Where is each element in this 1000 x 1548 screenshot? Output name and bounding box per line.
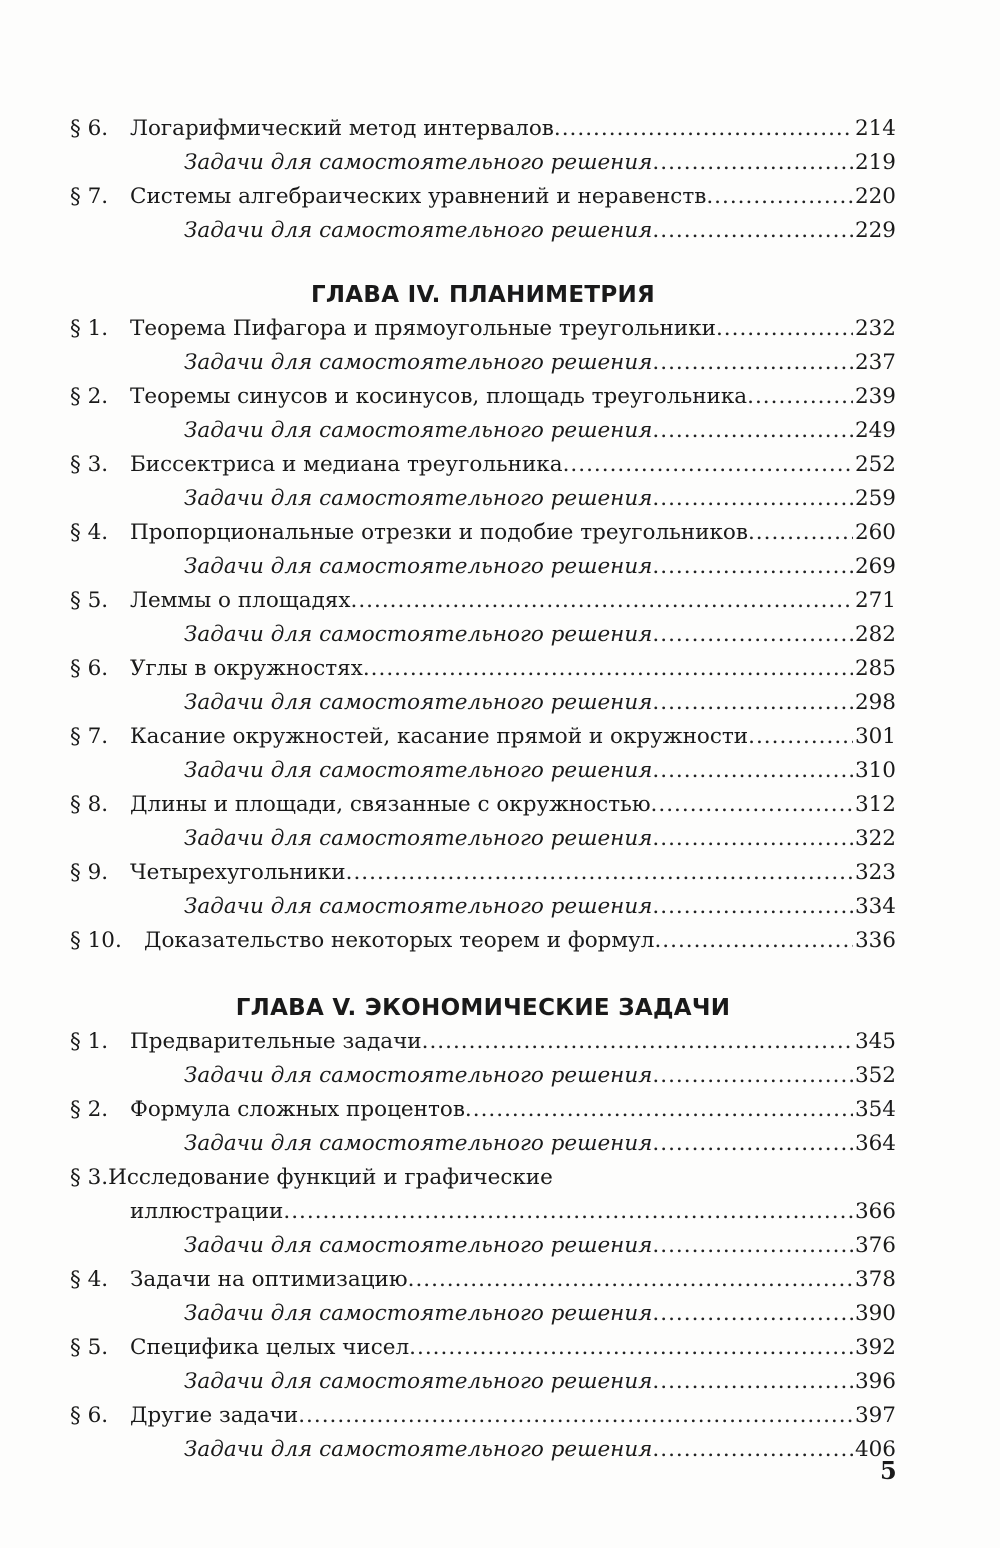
toc-subentry (70, 414, 896, 448)
section-title-continuation: иллюстрации (130, 1199, 284, 1224)
page-ref: 249 (854, 418, 896, 443)
section-title: Леммы о площадях (130, 588, 351, 613)
subentry-title: Задачи для самостоятельного решения (184, 218, 653, 243)
section-title: Теоремы синусов и косинусов, площадь треугольника (130, 384, 748, 409)
page-ref: 269 (854, 554, 896, 579)
toc-subentry (70, 346, 896, 380)
subentry-title: Задачи для самостоятельного решения (184, 758, 653, 783)
toc-entry (70, 1093, 896, 1127)
dot-leader (465, 1093, 853, 1127)
section-number: § 1. (70, 1029, 109, 1054)
page-ref: 334 (854, 894, 896, 919)
section-number: § 3. (70, 1165, 109, 1190)
page-ref: 310 (854, 758, 896, 783)
section-title: Касание окружностей, касание прямой и окружности (130, 724, 749, 749)
toc-entry-continuation (70, 1195, 896, 1229)
dot-leader (652, 1229, 853, 1263)
section-number: § 10. (70, 928, 122, 953)
dot-leader (652, 822, 853, 856)
subentry-title: Задачи для самостоятельного решения (184, 1063, 653, 1088)
dot-leader (652, 618, 853, 652)
section-number: § 7. (70, 724, 109, 749)
page-ref: 364 (854, 1131, 896, 1156)
toc-entry (70, 180, 896, 214)
dot-leader (652, 1365, 853, 1399)
page-ref: 397 (854, 1403, 896, 1428)
toc-entry (70, 1161, 896, 1195)
subentry-title: Задачи для самостоятельного решения (184, 1437, 653, 1462)
toc-entry (70, 788, 896, 822)
dot-leader (652, 1127, 853, 1161)
page-ref: 260 (854, 520, 896, 545)
toc-entry (70, 1331, 896, 1365)
subentry-title: Задачи для самостоятельного решения (184, 1233, 653, 1258)
page-ref: 378 (854, 1267, 896, 1292)
dot-leader (409, 1331, 853, 1365)
page-ref: 285 (854, 656, 896, 681)
page-ref: 366 (854, 1199, 896, 1224)
toc-subentry (70, 482, 896, 516)
section-title: Другие задачи (130, 1403, 299, 1428)
dot-leader (652, 482, 853, 516)
toc-entry (70, 448, 896, 482)
toc-subentry (70, 822, 896, 856)
dot-leader (748, 516, 853, 550)
toc-subentry (70, 1297, 896, 1331)
section-number: § 6. (70, 656, 109, 681)
page-ref: 232 (854, 316, 896, 341)
dot-leader (422, 1025, 853, 1059)
section-title: Углы в окружностях (130, 656, 363, 681)
section-title: Пропорциональные отрезки и подобие треугольников (130, 520, 748, 545)
toc-subentry (70, 890, 896, 924)
dot-leader (652, 346, 853, 380)
subentry-title: Задачи для самостоятельного решения (184, 1369, 653, 1394)
page-ref: 376 (854, 1233, 896, 1258)
section-number: § 2. (70, 1097, 109, 1122)
toc-entry (70, 312, 896, 346)
page-ref: 323 (854, 860, 896, 885)
toc-subentry (70, 1229, 896, 1263)
toc-section-continued (70, 112, 896, 248)
page-ref: 282 (854, 622, 896, 647)
subentry-title: Задачи для самостоятельного решения (184, 826, 653, 851)
toc-entry (70, 1263, 896, 1297)
page-ref: 220 (854, 184, 896, 209)
dot-leader (652, 1297, 853, 1331)
dot-leader (716, 312, 853, 346)
toc-subentry (70, 618, 896, 652)
toc-subentry (70, 1127, 896, 1161)
toc-subentry (70, 1365, 896, 1399)
dot-leader (652, 890, 853, 924)
dot-leader (298, 1399, 853, 1433)
toc-entry (70, 584, 896, 618)
toc-subentry (70, 550, 896, 584)
page-ref: 237 (854, 350, 896, 375)
dot-leader (554, 112, 853, 146)
section-number: § 9. (70, 860, 109, 885)
page-ref: 406 (854, 1437, 896, 1462)
section-number: § 7. (70, 184, 109, 209)
page-ref: 392 (854, 1335, 896, 1360)
section-title: Системы алгебраических уравнений и неравенств (130, 184, 707, 209)
chapter-4-heading: ГЛАВА IV. ПЛАНИМЕТРИЯ (310, 282, 656, 308)
page-ref: 298 (854, 690, 896, 715)
dot-leader (652, 1433, 853, 1467)
chapter-4-entries (70, 312, 896, 958)
page-ref: 301 (854, 724, 896, 749)
subentry-title: Задачи для самостоятельного решения (184, 418, 653, 443)
section-number: § 5. (70, 1335, 109, 1360)
section-number: § 8. (70, 792, 109, 817)
dot-leader (652, 214, 853, 248)
subentry-title: Задачи для самостоятельного решения (184, 1131, 653, 1156)
section-title: Доказательство некоторых теорем и формул (144, 928, 655, 953)
chapter-5-heading: ГЛАВА V. ЭКОНОМИЧЕСКИЕ ЗАДАЧИ (235, 995, 731, 1021)
section-title: Логарифмический метод интервалов (130, 116, 554, 141)
page-ref: 390 (854, 1301, 896, 1326)
subentry-title: Задачи для самостоятельного решения (184, 554, 653, 579)
section-title: Формула сложных процентов (130, 1097, 465, 1122)
dot-leader (747, 380, 853, 414)
toc-entry (70, 380, 896, 414)
page-ref: 259 (854, 486, 896, 511)
page-ref: 252 (854, 452, 896, 477)
subentry-title: Задачи для самостоятельного решения (184, 150, 653, 175)
section-title: Биссектриса и медиана треугольника (130, 452, 563, 477)
section-number: § 6. (70, 116, 109, 141)
subentry-title: Задачи для самостоятельного решения (184, 894, 653, 919)
toc-entry (70, 856, 896, 890)
page-ref: 352 (854, 1063, 896, 1088)
dot-leader (652, 754, 853, 788)
section-title: Предварительные задачи (130, 1029, 422, 1054)
section-number: § 2. (70, 384, 109, 409)
table-of-contents (70, 112, 896, 1467)
page-ref: 345 (854, 1029, 896, 1054)
subentry-title: Задачи для самостоятельного решения (184, 486, 653, 511)
section-number: § 3. (70, 452, 109, 477)
dot-leader (346, 856, 853, 890)
page-ref: 322 (854, 826, 896, 851)
toc-subentry (70, 1059, 896, 1093)
toc-subentry (70, 146, 896, 180)
section-title: Теорема Пифагора и прямоугольные треугольники (130, 316, 716, 341)
subentry-title: Задачи для самостоятельного решения (184, 1301, 653, 1326)
toc-subentry (70, 754, 896, 788)
page-ref: 229 (854, 218, 896, 243)
subentry-title: Задачи для самостоятельного решения (184, 690, 653, 715)
dot-leader (651, 788, 853, 822)
page-ref: 336 (854, 928, 896, 953)
chapter-5-entries (70, 1025, 896, 1467)
page-ref: 312 (854, 792, 896, 817)
subentry-title: Задачи для самостоятельного решения (184, 350, 653, 375)
toc-entry (70, 1025, 896, 1059)
section-number: § 6. (70, 1403, 109, 1428)
toc-entry (70, 516, 896, 550)
dot-leader (652, 1059, 853, 1093)
page-number: 5 (880, 1456, 897, 1485)
toc-subentry (70, 1433, 896, 1467)
section-title: Длины и площади, связанные с окружностью (130, 792, 651, 817)
section-number: § 4. (70, 1267, 109, 1292)
section-title: Специфика целых чисел (130, 1335, 410, 1360)
section-title: Исследование функций и графические (108, 1165, 553, 1190)
toc-entry (70, 1399, 896, 1433)
section-number: § 4. (70, 520, 109, 545)
section-number: § 5. (70, 588, 109, 613)
dot-leader (408, 1263, 853, 1297)
toc-subentry (70, 214, 896, 248)
toc-entry (70, 652, 896, 686)
toc-entry (70, 720, 896, 754)
toc-entry (70, 924, 896, 958)
page-ref: 239 (854, 384, 896, 409)
page-ref: 271 (854, 588, 896, 613)
dot-leader (652, 550, 853, 584)
dot-leader (652, 414, 853, 448)
dot-leader (563, 448, 853, 482)
page-ref: 354 (854, 1097, 896, 1122)
toc-entry (70, 112, 896, 146)
page-ref: 214 (854, 116, 896, 141)
page-ref: 219 (854, 150, 896, 175)
subentry-title: Задачи для самостоятельного решения (184, 622, 653, 647)
section-title: Задачи на оптимизацию (130, 1267, 408, 1292)
dot-leader (351, 584, 853, 618)
dot-leader (652, 686, 853, 720)
section-title: Четырехугольники (130, 860, 346, 885)
dot-leader (652, 146, 853, 180)
dot-leader (748, 720, 853, 754)
dot-leader (706, 180, 853, 214)
section-number: § 1. (70, 316, 109, 341)
dot-leader (654, 924, 852, 958)
page-ref: 396 (854, 1369, 896, 1394)
dot-leader (363, 652, 853, 686)
toc-subentry (70, 686, 896, 720)
dot-leader (283, 1195, 853, 1229)
